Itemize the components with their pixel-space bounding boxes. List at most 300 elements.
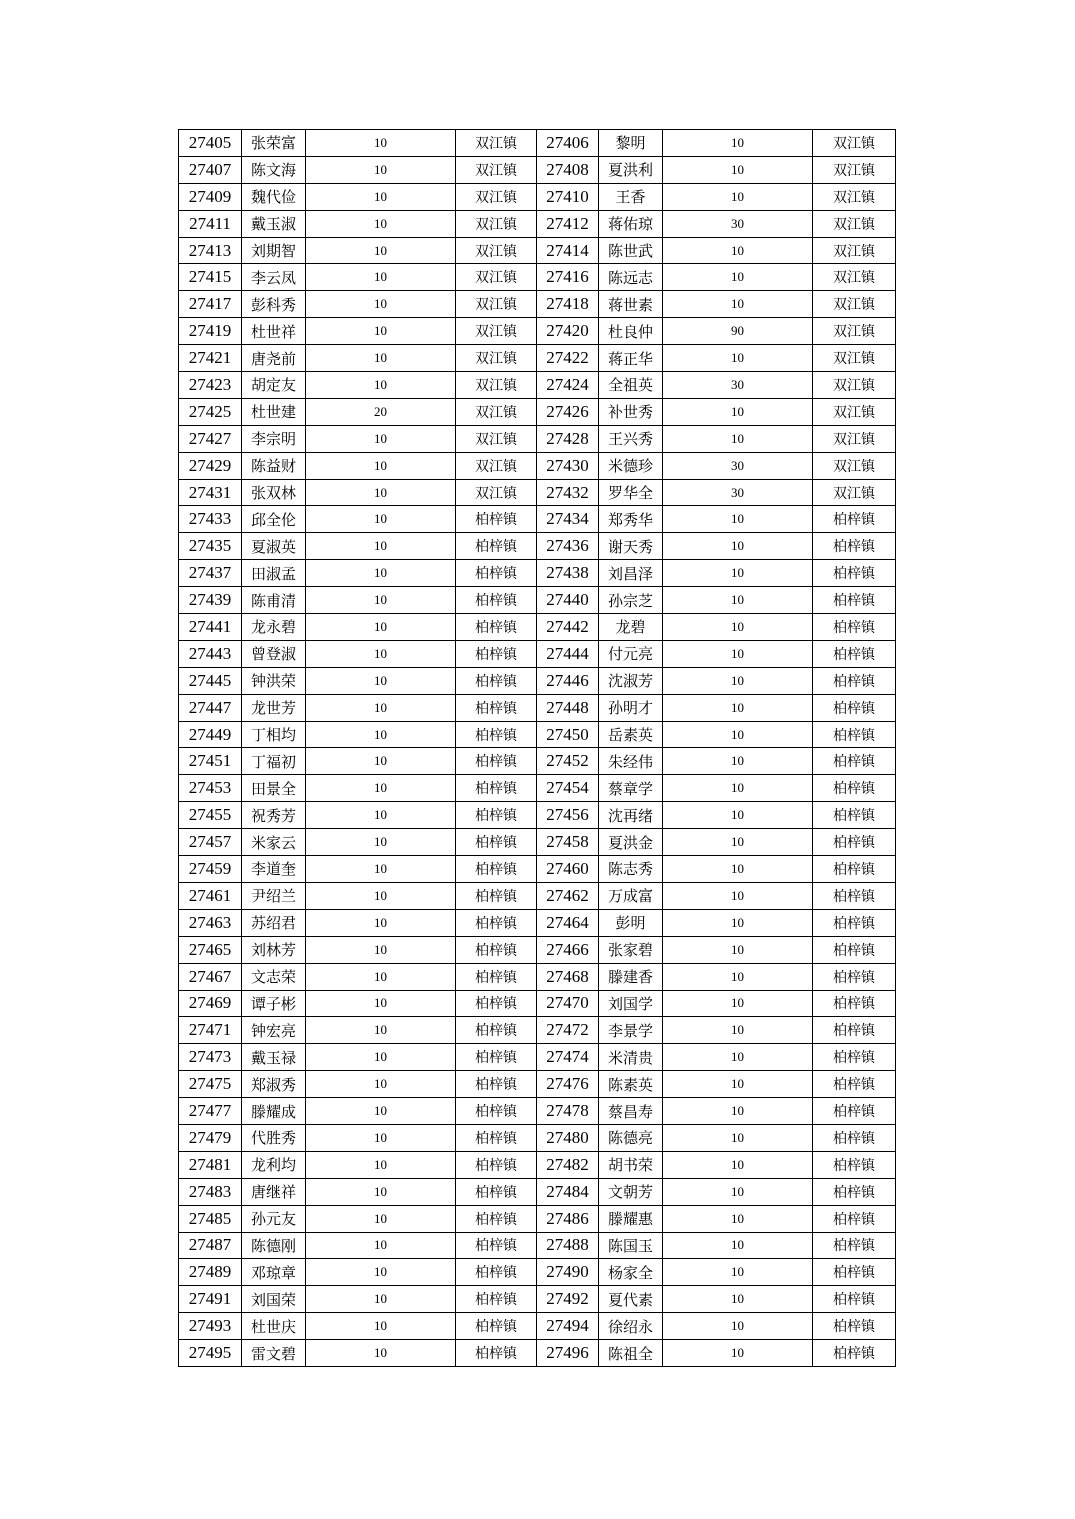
name-cell: 刘国荣 [242,1286,306,1313]
town-cell: 柏梓镇 [456,802,537,829]
amount-cell: 10 [306,1178,456,1205]
record-id-cell: 27415 [179,264,242,291]
town-cell: 柏梓镇 [813,748,896,775]
town-cell: 双江镇 [813,156,896,183]
name-cell: 蒋正华 [599,345,663,372]
table-row [179,452,896,479]
amount-cell: 10 [306,748,456,775]
table-row [179,318,896,345]
table-row [179,1286,896,1313]
amount-cell: 30 [663,372,813,399]
table-row [179,1178,896,1205]
name-cell: 蔡章学 [599,775,663,802]
table-row [179,587,896,614]
amount-cell: 10 [306,829,456,856]
town-cell: 柏梓镇 [813,721,896,748]
amount-cell: 10 [663,587,813,614]
table-row [179,1098,896,1125]
amount-cell: 20 [306,398,456,425]
record-id-cell: 27449 [179,721,242,748]
amount-cell: 10 [306,909,456,936]
town-cell: 双江镇 [813,425,896,452]
name-cell: 陈德刚 [242,1232,306,1259]
name-cell: 文朝芳 [599,1178,663,1205]
name-cell: 丁福初 [242,748,306,775]
name-cell: 龙碧 [599,614,663,641]
town-cell: 柏梓镇 [456,936,537,963]
record-id-cell: 27464 [537,909,599,936]
table-row [179,506,896,533]
amount-cell: 10 [663,398,813,425]
table-row [179,936,896,963]
town-cell: 柏梓镇 [456,587,537,614]
record-id-cell: 27431 [179,479,242,506]
town-cell: 柏梓镇 [813,560,896,587]
amount-cell: 10 [663,802,813,829]
town-cell: 柏梓镇 [456,1017,537,1044]
name-cell: 龙世芳 [242,694,306,721]
name-cell: 代胜秀 [242,1124,306,1151]
town-cell: 双江镇 [813,398,896,425]
record-id-cell: 27442 [537,614,599,641]
record-id-cell: 27477 [179,1098,242,1125]
name-cell: 夏代素 [599,1286,663,1313]
record-id-cell: 27473 [179,1044,242,1071]
name-cell: 李云凤 [242,264,306,291]
name-cell: 李宗明 [242,425,306,452]
table-row [179,909,896,936]
town-cell: 柏梓镇 [456,533,537,560]
name-cell: 孙宗芝 [599,587,663,614]
record-id-cell: 27456 [537,802,599,829]
table-row [179,614,896,641]
record-id-cell: 27416 [537,264,599,291]
town-cell: 双江镇 [456,237,537,264]
town-cell: 柏梓镇 [456,1098,537,1125]
record-id-cell: 27433 [179,506,242,533]
amount-cell: 10 [306,156,456,183]
name-cell: 罗华全 [599,479,663,506]
town-cell: 柏梓镇 [813,1178,896,1205]
town-cell: 柏梓镇 [456,963,537,990]
name-cell: 付元亮 [599,640,663,667]
amount-cell: 10 [663,237,813,264]
name-cell: 蔡昌寿 [599,1098,663,1125]
name-cell: 刘昌泽 [599,560,663,587]
record-id-cell: 27430 [537,452,599,479]
table-row [179,237,896,264]
table-row [179,372,896,399]
record-id-cell: 27418 [537,291,599,318]
record-id-cell: 27452 [537,748,599,775]
name-cell: 郑淑秀 [242,1071,306,1098]
town-cell: 双江镇 [456,425,537,452]
name-cell: 张双林 [242,479,306,506]
town-cell: 柏梓镇 [456,614,537,641]
record-id-cell: 27461 [179,882,242,909]
name-cell: 杜世庆 [242,1313,306,1340]
table-row [179,1017,896,1044]
name-cell: 滕耀成 [242,1098,306,1125]
amount-cell: 90 [663,318,813,345]
record-id-cell: 27413 [179,237,242,264]
record-id-cell: 27462 [537,882,599,909]
town-cell: 柏梓镇 [813,1259,896,1286]
record-id-cell: 27443 [179,640,242,667]
name-cell: 唐继祥 [242,1178,306,1205]
amount-cell: 10 [663,936,813,963]
amount-cell: 10 [306,614,456,641]
record-id-cell: 27472 [537,1017,599,1044]
town-cell: 柏梓镇 [456,990,537,1017]
town-cell: 柏梓镇 [456,1286,537,1313]
record-id-cell: 27475 [179,1071,242,1098]
amount-cell: 10 [306,183,456,210]
amount-cell: 10 [663,1151,813,1178]
amount-cell: 10 [663,1232,813,1259]
town-cell: 柏梓镇 [456,748,537,775]
name-cell: 滕耀惠 [599,1205,663,1232]
name-cell: 米德珍 [599,452,663,479]
amount-cell: 10 [306,775,456,802]
table-row [179,533,896,560]
record-id-cell: 27423 [179,372,242,399]
amount-cell: 10 [663,829,813,856]
name-cell: 陈国玉 [599,1232,663,1259]
table-row [179,963,896,990]
record-id-cell: 27429 [179,452,242,479]
amount-cell: 10 [663,183,813,210]
table-row [179,802,896,829]
table-row [179,990,896,1017]
amount-cell: 10 [663,425,813,452]
amount-cell: 10 [663,963,813,990]
town-cell: 柏梓镇 [813,802,896,829]
amount-cell: 10 [306,1017,456,1044]
town-cell: 双江镇 [813,372,896,399]
name-cell: 王兴秀 [599,425,663,452]
record-id-cell: 27454 [537,775,599,802]
amount-cell: 10 [663,1340,813,1367]
amount-cell: 10 [663,694,813,721]
name-cell: 陈甫清 [242,587,306,614]
table-row [179,1259,896,1286]
town-cell: 柏梓镇 [813,1286,896,1313]
record-id-cell: 27437 [179,560,242,587]
record-id-cell: 27411 [179,210,242,237]
town-cell: 柏梓镇 [813,936,896,963]
amount-cell: 10 [306,963,456,990]
amount-cell: 10 [306,694,456,721]
name-cell: 祝秀芳 [242,802,306,829]
amount-cell: 10 [663,1178,813,1205]
amount-cell: 30 [663,452,813,479]
record-id-cell: 27459 [179,856,242,883]
town-cell: 柏梓镇 [813,1017,896,1044]
town-cell: 柏梓镇 [813,694,896,721]
amount-cell: 10 [663,856,813,883]
name-cell: 朱经伟 [599,748,663,775]
amount-cell: 10 [306,264,456,291]
amount-cell: 10 [306,1286,456,1313]
town-cell: 双江镇 [813,264,896,291]
name-cell: 陈志秀 [599,856,663,883]
record-id-cell: 27412 [537,210,599,237]
record-id-cell: 27489 [179,1259,242,1286]
town-cell: 柏梓镇 [813,640,896,667]
name-cell: 龙永碧 [242,614,306,641]
name-cell: 魏代俭 [242,183,306,210]
town-cell: 双江镇 [813,452,896,479]
record-id-cell: 27479 [179,1124,242,1151]
amount-cell: 10 [306,587,456,614]
record-id-cell: 27471 [179,1017,242,1044]
name-cell: 沈淑芳 [599,667,663,694]
name-cell: 尹绍兰 [242,882,306,909]
amount-cell: 10 [663,1098,813,1125]
record-id-cell: 27463 [179,909,242,936]
amount-cell: 10 [306,856,456,883]
name-cell: 刘林芳 [242,936,306,963]
amount-cell: 10 [306,1232,456,1259]
table-row [179,748,896,775]
name-cell: 陈祖全 [599,1340,663,1367]
name-cell: 彭明 [599,909,663,936]
name-cell: 陈益财 [242,452,306,479]
record-id-cell: 27481 [179,1151,242,1178]
table-row [179,1340,896,1367]
town-cell: 柏梓镇 [456,667,537,694]
town-cell: 双江镇 [813,210,896,237]
record-id-cell: 27440 [537,587,599,614]
town-cell: 柏梓镇 [813,1340,896,1367]
town-cell: 柏梓镇 [456,775,537,802]
record-id-cell: 27476 [537,1071,599,1098]
amount-cell: 10 [306,936,456,963]
town-cell: 柏梓镇 [813,856,896,883]
name-cell: 岳素英 [599,721,663,748]
record-id-cell: 27436 [537,533,599,560]
name-cell: 蒋世素 [599,291,663,318]
town-cell: 柏梓镇 [813,1151,896,1178]
town-cell: 柏梓镇 [813,667,896,694]
name-cell: 李道奎 [242,856,306,883]
record-id-cell: 27470 [537,990,599,1017]
record-id-cell: 27419 [179,318,242,345]
amount-cell: 10 [306,452,456,479]
record-id-cell: 27435 [179,533,242,560]
record-id-cell: 27482 [537,1151,599,1178]
table-row [179,398,896,425]
name-cell: 杜良仲 [599,318,663,345]
amount-cell: 10 [306,1044,456,1071]
record-id-cell: 27407 [179,156,242,183]
record-id-cell: 27405 [179,130,242,157]
record-id-cell: 27488 [537,1232,599,1259]
amount-cell: 10 [306,479,456,506]
record-id-cell: 27426 [537,398,599,425]
record-id-cell: 27424 [537,372,599,399]
town-cell: 双江镇 [456,210,537,237]
amount-cell: 10 [663,1071,813,1098]
record-id-cell: 27421 [179,345,242,372]
town-cell: 柏梓镇 [813,909,896,936]
amount-cell: 10 [663,640,813,667]
town-cell: 柏梓镇 [813,1098,896,1125]
town-cell: 双江镇 [456,398,537,425]
name-cell: 米家云 [242,829,306,856]
amount-cell: 10 [663,1124,813,1151]
record-id-cell: 27468 [537,963,599,990]
table-row [179,425,896,452]
record-id-cell: 27434 [537,506,599,533]
table-row [179,345,896,372]
town-cell: 双江镇 [813,183,896,210]
amount-cell: 10 [663,1259,813,1286]
table-row [179,856,896,883]
name-cell: 谢天秀 [599,533,663,560]
name-cell: 苏绍君 [242,909,306,936]
town-cell: 柏梓镇 [813,587,896,614]
amount-cell: 10 [306,1098,456,1125]
name-cell: 龙利均 [242,1151,306,1178]
town-cell: 柏梓镇 [813,614,896,641]
name-cell: 胡定友 [242,372,306,399]
amount-cell: 10 [306,1124,456,1151]
table-row [179,156,896,183]
amount-cell: 10 [306,667,456,694]
amount-cell: 10 [306,425,456,452]
amount-cell: 10 [663,1017,813,1044]
record-id-cell: 27455 [179,802,242,829]
name-cell: 田景全 [242,775,306,802]
record-id-cell: 27494 [537,1313,599,1340]
name-cell: 米清贵 [599,1044,663,1071]
amount-cell: 10 [663,1205,813,1232]
town-cell: 柏梓镇 [813,1044,896,1071]
town-cell: 双江镇 [456,372,537,399]
record-id-cell: 27493 [179,1313,242,1340]
amount-cell: 10 [306,130,456,157]
amount-cell: 10 [663,506,813,533]
town-cell: 柏梓镇 [456,1151,537,1178]
table-row [179,775,896,802]
amount-cell: 10 [663,614,813,641]
town-cell: 柏梓镇 [813,990,896,1017]
town-cell: 柏梓镇 [456,1071,537,1098]
town-cell: 柏梓镇 [456,909,537,936]
amount-cell: 10 [306,318,456,345]
name-cell: 徐绍永 [599,1313,663,1340]
table-row [179,479,896,506]
amount-cell: 10 [663,1286,813,1313]
record-id-cell: 27480 [537,1124,599,1151]
record-id-cell: 27445 [179,667,242,694]
record-id-cell: 27478 [537,1098,599,1125]
record-id-cell: 27460 [537,856,599,883]
name-cell: 蒋佑琼 [599,210,663,237]
record-id-cell: 27465 [179,936,242,963]
name-cell: 戴玉禄 [242,1044,306,1071]
record-id-cell: 27406 [537,130,599,157]
record-id-cell: 27466 [537,936,599,963]
name-cell: 钟洪荣 [242,667,306,694]
amount-cell: 10 [663,345,813,372]
town-cell: 双江镇 [456,130,537,157]
amount-cell: 10 [663,748,813,775]
record-id-cell: 27410 [537,183,599,210]
table-row [179,130,896,157]
name-cell: 张家碧 [599,936,663,963]
record-id-cell: 27422 [537,345,599,372]
amount-cell: 10 [306,802,456,829]
amount-cell: 10 [306,1071,456,1098]
amount-cell: 10 [663,291,813,318]
name-cell: 陈远志 [599,264,663,291]
record-id-cell: 27474 [537,1044,599,1071]
name-cell: 文志荣 [242,963,306,990]
name-cell: 邱全伦 [242,506,306,533]
name-cell: 杨家全 [599,1259,663,1286]
town-cell: 柏梓镇 [456,694,537,721]
name-cell: 沈再绪 [599,802,663,829]
name-cell: 胡书荣 [599,1151,663,1178]
table-row [179,291,896,318]
town-cell: 柏梓镇 [456,856,537,883]
town-cell: 柏梓镇 [456,882,537,909]
amount-cell: 10 [663,721,813,748]
name-cell: 钟宏亮 [242,1017,306,1044]
record-id-cell: 27427 [179,425,242,452]
name-cell: 孙元友 [242,1205,306,1232]
name-cell: 万成富 [599,882,663,909]
record-id-cell: 27446 [537,667,599,694]
name-cell: 陈德亮 [599,1124,663,1151]
town-cell: 柏梓镇 [456,721,537,748]
amount-cell: 10 [306,1205,456,1232]
amount-cell: 10 [306,291,456,318]
name-cell: 补世秀 [599,398,663,425]
amount-cell: 10 [663,130,813,157]
amount-cell: 10 [306,237,456,264]
amount-cell: 30 [663,479,813,506]
amount-cell: 10 [663,264,813,291]
record-id-cell: 27432 [537,479,599,506]
name-cell: 王香 [599,183,663,210]
amount-cell: 10 [306,210,456,237]
record-id-cell: 27487 [179,1232,242,1259]
town-cell: 双江镇 [456,183,537,210]
record-id-cell: 27485 [179,1205,242,1232]
amount-cell: 10 [663,1313,813,1340]
record-id-cell: 27483 [179,1178,242,1205]
town-cell: 柏梓镇 [456,1124,537,1151]
town-cell: 柏梓镇 [813,829,896,856]
town-cell: 柏梓镇 [456,560,537,587]
town-cell: 柏梓镇 [456,829,537,856]
table-row [179,183,896,210]
table-row [179,1151,896,1178]
town-cell: 双江镇 [456,318,537,345]
amount-cell: 10 [306,721,456,748]
record-id-cell: 27469 [179,990,242,1017]
table-body [179,130,896,1367]
record-id-cell: 27414 [537,237,599,264]
town-cell: 双江镇 [813,345,896,372]
town-cell: 柏梓镇 [456,1313,537,1340]
table-row [179,1044,896,1071]
town-cell: 柏梓镇 [456,1232,537,1259]
